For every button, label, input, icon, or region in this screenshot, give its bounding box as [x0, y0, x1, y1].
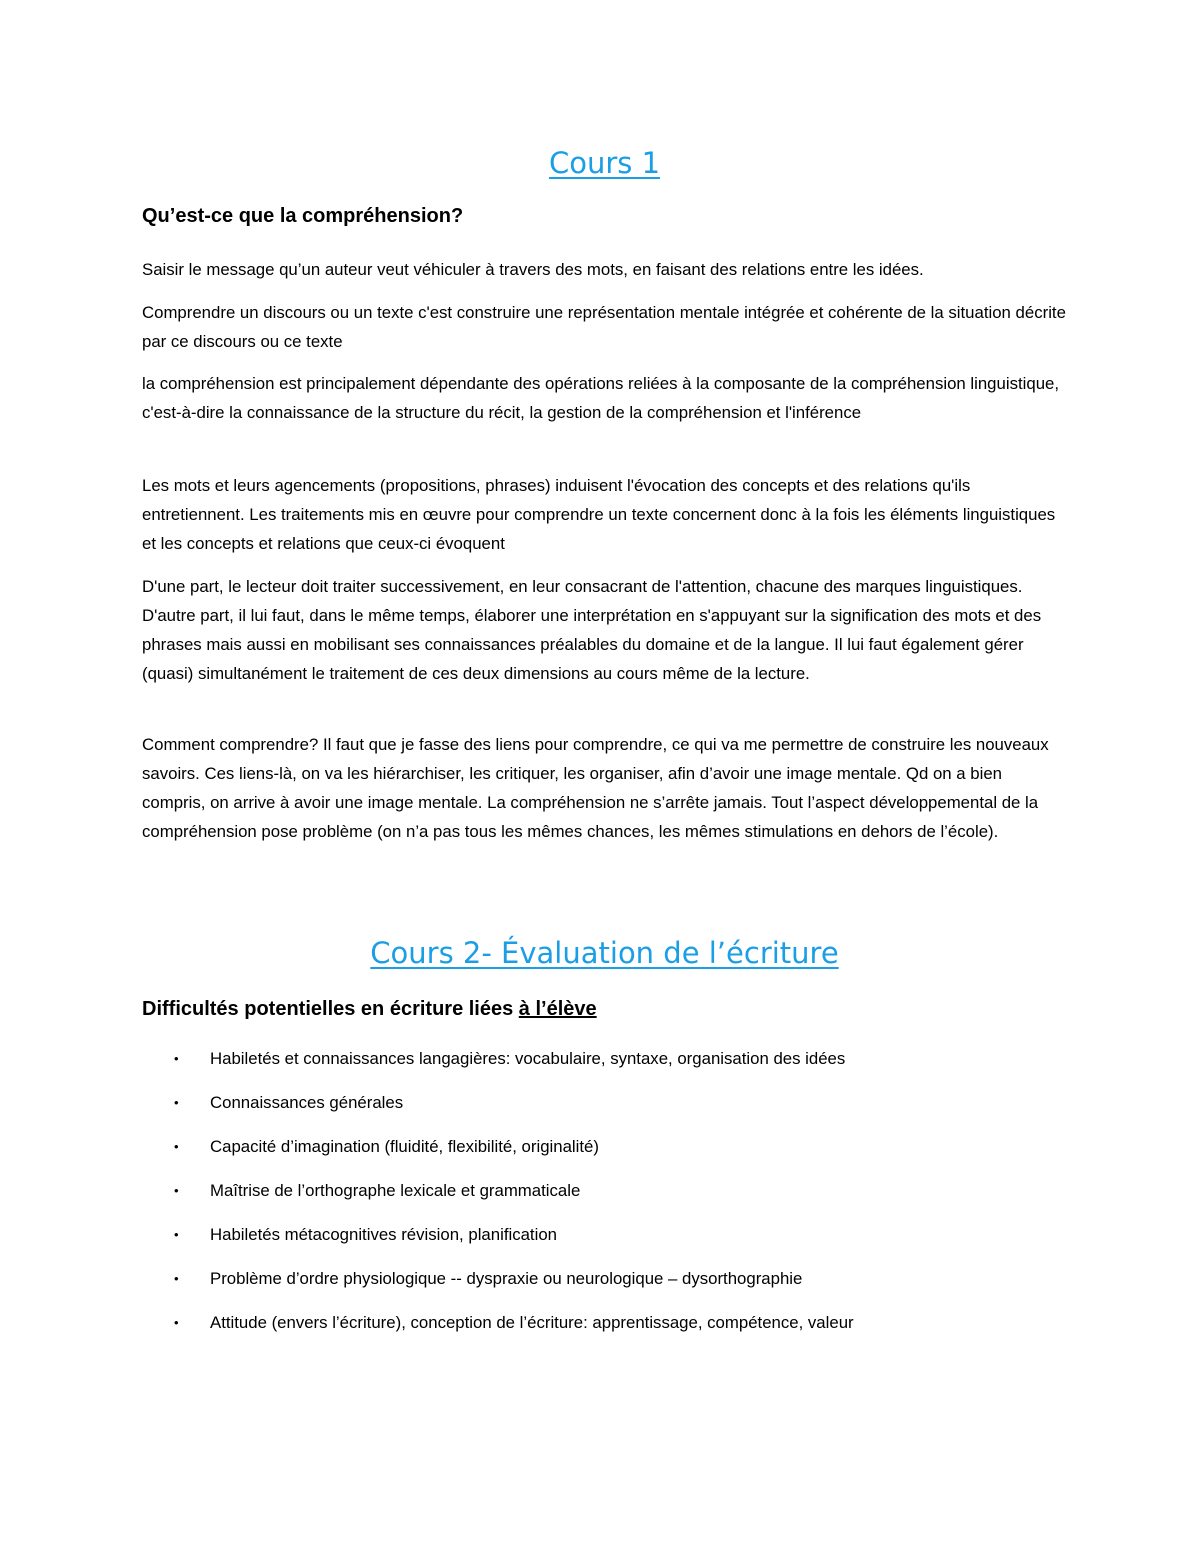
list-item-text: Attitude (envers l’écriture), conception de l’écriture: apprentissage, compétence, valeur [210, 1313, 854, 1332]
paragraph: Saisir le message qu’un auteur veut véhiculer à travers des mots, en faisant des relations entre les idées. [142, 260, 924, 279]
list-item [142, 1308, 1067, 1352]
list-item [142, 1220, 1067, 1264]
paragraph: la compréhension est principalement dépendante des opérations reliées à la composante de la compréhension linguistique, c'est-à-dire la connaissance de la structure du récit, la gestion de la compréhension et l'inférence [142, 374, 1060, 422]
list-item [142, 1132, 1067, 1176]
bullet-icon: • [174, 1227, 179, 1242]
bullet-icon: • [174, 1095, 179, 1110]
list-item [142, 1088, 1067, 1132]
list-item-text: Capacité d’imagination (fluidité, flexibilité, originalité) [210, 1137, 599, 1156]
course-2-heading-underlined: à l’élève [518, 998, 597, 1020]
course-2-title: Cours 2- Évaluation de l’écriture [370, 936, 839, 970]
list-item-text: Habiletés et connaissances langagières: vocabulaire, syntaxe, organisation des idées [210, 1049, 846, 1068]
list-item-text: Habiletés métacognitives révision, planification [210, 1225, 557, 1244]
paragraph: Comprendre un discours ou un texte c'est construire une représentation mentale intégrée et cohérente de la situation décrite par ce discours ou ce texte [142, 303, 1066, 351]
list-item-text: Connaissances générales [210, 1093, 404, 1112]
difficulties-list [142, 1044, 1067, 1352]
bullet-icon: • [174, 1139, 179, 1154]
list-item [142, 1044, 1067, 1088]
bullet-icon: • [174, 1271, 179, 1286]
paragraph: D'une part, le lecteur doit traiter successivement, en leur consacrant de l'attention, chacune des marques linguistiques. D'autre part, il lui faut, dans le même temps, élaborer une interprétation en s'appuyant sur la signification des mots et des phrases mais aussi en mobilisant ses connaissances préalables du domaine et de la langue. Il lui faut également gérer (quasi) simultanément le traitement de ces deux dimensions au cours même de la lecture. [142, 577, 1042, 683]
course-2-heading [142, 998, 597, 1021]
list-item-text: Problème d’ordre physiologique -- dyspraxie ou neurologique – dysorthographie [210, 1269, 803, 1288]
course-1-heading: Qu’est-ce que la compréhension? [142, 205, 464, 227]
list-item [142, 1176, 1067, 1220]
bullet-icon: • [174, 1315, 179, 1330]
paragraph: Comment comprendre? Il faut que je fasse des liens pour comprendre, ce qui va me permettre de construire les nouveaux savoirs. Ces liens-là, on va les hiérarchiser, les critiquer, les organiser, afin d’avoir une image mentale. Qd on a bien compris, on arrive à avoir une image mentale. La compréhension ne s’arrête jamais. Tout l’aspect développemental de la compréhension pose problème (on n’a pas tous les mêmes chances, les mêmes stimulations en dehors de l’école). [142, 735, 1049, 841]
course-1-title: Cours 1 [548, 146, 661, 180]
list-item [142, 1264, 1067, 1308]
bullet-icon: • [174, 1183, 179, 1198]
course-2-heading-text: Difficultés potentielles en écriture liées [142, 998, 519, 1020]
paragraph: Les mots et leurs agencements (propositions, phrases) induisent l'évocation des concepts et des relations qu'ils entretiennent. Les traitements mis en œuvre pour comprendre un texte concernent donc à la fois les éléments linguistiques et les concepts et relations que ceux-ci évoquent [142, 476, 1056, 553]
bullet-icon: • [174, 1051, 179, 1066]
list-item-text: Maîtrise de l’orthographe lexicale et grammaticale [210, 1181, 581, 1200]
